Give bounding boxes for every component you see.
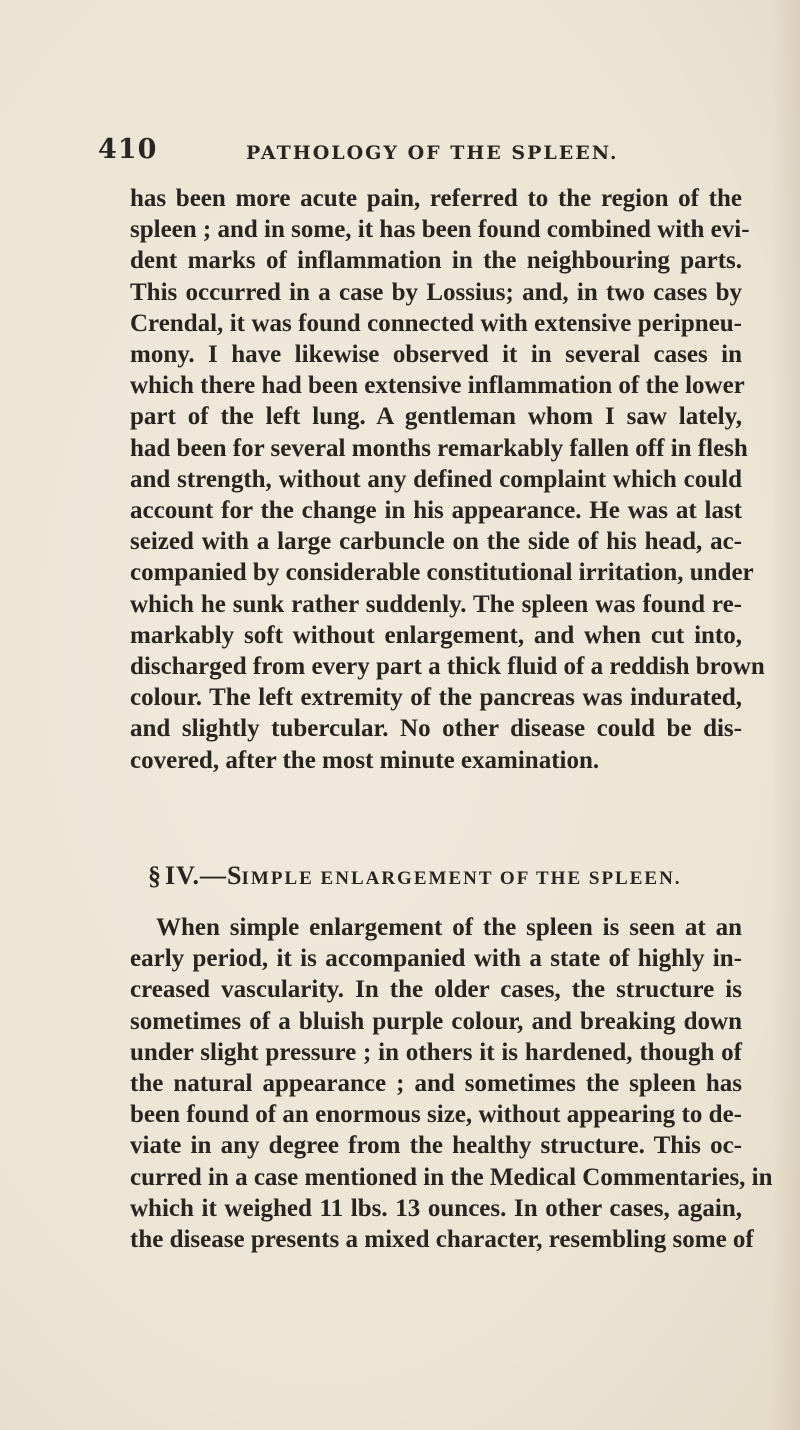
section-mark: § — [148, 861, 161, 890]
text-line: account for the change in his appearance. He was at last — [130, 497, 742, 525]
text-line: sometimes of a bluish purple colour, and breaking down — [130, 1007, 742, 1035]
text-line: dent marks of inflammation in the neighbouring parts. — [130, 247, 742, 275]
text-line: which he sunk rather suddenly. The spleen was found re- — [130, 590, 742, 618]
paragraph-2 — [130, 912, 773, 1255]
text-line: This occurred in a case by Lossius; and, in two cases by — [130, 278, 742, 306]
paragraph-1 — [130, 183, 765, 776]
text-line: early period, it is accompanied with a state of highly in- — [130, 945, 742, 973]
section-number: IV.— — [165, 861, 228, 890]
text-line: Crendal, it was found connected with extensive peripneu- — [130, 309, 742, 337]
text-line: under slight pressure ; in others it is hardened, though of — [130, 1038, 742, 1066]
text-line: has been more acute pain, referred to the region of the — [130, 185, 742, 212]
text-line: been found of an enormous size, without appearing to de- — [130, 1101, 742, 1129]
text-line: When simple enlargement of the spleen is seen at an — [156, 914, 742, 941]
text-line: colour. The left extremity of the pancreas was indurated, — [130, 684, 742, 712]
text-line: discharged from every part a thick fluid of a reddish brown — [130, 653, 765, 681]
text-line: seized with a large carbuncle on the side of his head, ac- — [130, 528, 742, 556]
text-line: markably soft without enlargement, and when cut into, — [130, 621, 742, 649]
text-line: viate in any degree from the healthy structure. This oc- — [130, 1132, 742, 1160]
text-line: which there had been extensive inflammation of the lower — [130, 372, 745, 400]
text-line: the disease presents a mixed character, resembling some of — [130, 1226, 754, 1254]
text-line: and strength, without any defined complaint which could — [130, 465, 742, 493]
text-line: mony. I have likewise observed it in several cases in — [130, 341, 742, 369]
text-line: creased vascularity. In the older cases, the structure is — [130, 976, 742, 1004]
running-head: PATHOLOGY OF THE SPLEEN. — [246, 142, 619, 164]
text-line: spleen ; and in some, it has been found combined with evi- — [130, 216, 750, 244]
text-line: companied by considerable constitutional irritation, under — [130, 559, 754, 587]
text-line: covered, after the most minute examination. — [130, 746, 600, 774]
text-line: part of the left lung. A gentleman whom I saw lately, — [130, 403, 742, 431]
text-line: the natural appearance ; and sometimes the spleen has — [130, 1070, 742, 1098]
section-heading — [148, 861, 748, 891]
section-title: SIMPLE ENLARGEMENT OF THE SPLEEN. — [227, 861, 682, 890]
text-line: curred in a case mentioned in the Medical Commentaries, in — [130, 1163, 773, 1191]
page-number: 410 — [98, 134, 158, 165]
text-line: and slightly tubercular. No other disease could be dis- — [130, 715, 742, 743]
text-line: had been for several months remarkably fallen off in flesh — [130, 434, 748, 462]
page-header — [98, 134, 738, 170]
text-line: which it weighed 11 lbs. 13 ounces. In other cases, again, — [130, 1194, 742, 1222]
